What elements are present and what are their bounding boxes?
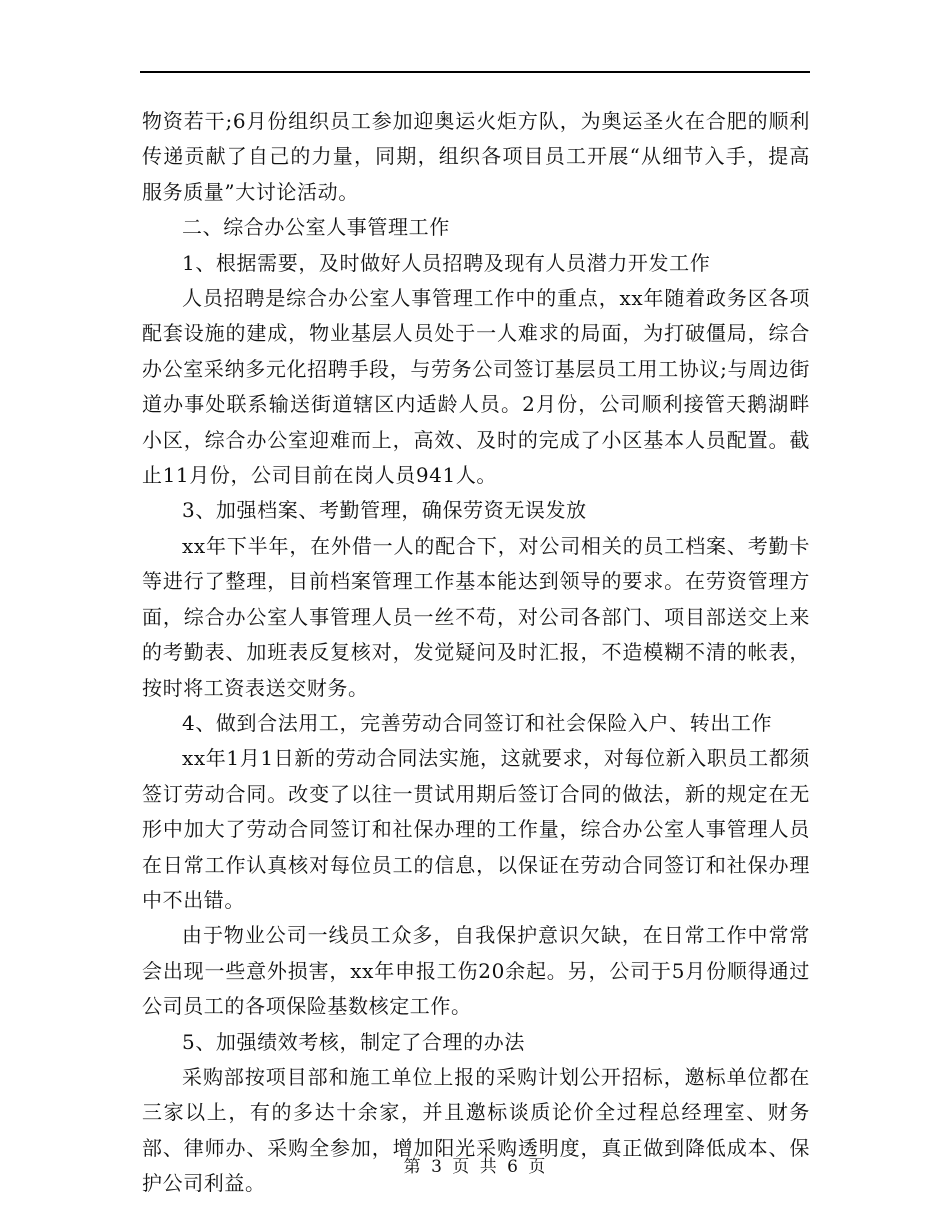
body-paragraph: xx年1月1日新的劳动合同法实施，这就要求，对每位新入职员工都须签订劳动合同。改变了以往一贯试用期后签订合同的做法，新的规定在无形中加大了劳动合同签订和社保办理的工作量，综合办公室人事管理人员在日常工作认真核对每位员工的信息，以保证在劳动合同签订和社保办理中不出错。 [142, 746, 810, 912]
body-paragraph: 物资若干;6月份组织员工参加迎奥运火炬方队，为奥运圣火在合肥的顺利传递贡献了自己的力量，同期，组织各项目员工开展“从细节入手，提高服务质量”大讨论活动。 [142, 109, 810, 204]
section-heading: 二、综合办公室人事管理工作 [182, 215, 450, 240]
subsection-heading: 5、加强绩效考核，制定了合理的办法 [182, 1029, 525, 1054]
document-body [142, 104, 810, 1202]
subsection-heading: 3、加强档案、考勤管理，确保劳资无误发放 [182, 498, 587, 523]
page-number-footer: 第 3 页 共 6 页 [403, 1157, 547, 1177]
body-paragraph: 采购部按项目部和施工单位上报的采购计划公开招标，邀标单位都在三家以上，有的多达十余家，并且邀标谈质论价全过程总经理室、财务部、律师办、采购全参加，增加阳光采购透明度，真正做到降低成本、保护公司利益。 [142, 1064, 810, 1196]
subsection-heading: 4、做到合法用工，完善劳动合同签订和社会保险入户、转出工作 [182, 710, 773, 735]
body-paragraph: 人员招聘是综合办公室人事管理工作中的重点，xx年随着政务区各项配套设施的建成，物业基层人员处于一人难求的局面，为打破僵局，综合办公室采纳多元化招聘手段，与劳务公司签订基层员工用工协议;与周边街道办事处联系输送街道辖区内适龄人员。2月份，公司顺利接管天鹅湖畔小区，综合办公室迎难而上，高效、及时的完成了小区基本人员配置。截止11月份，公司目前在岗人员941人。 [142, 286, 810, 488]
header-rule [140, 71, 810, 73]
subsection-heading: 1、根据需要，及时做好人员招聘及现有人员潜力开发工作 [182, 250, 711, 275]
body-paragraph: xx年下半年，在外借一人的配合下，对公司相关的员工档案、考勤卡等进行了整理，目前档案管理工作基本能达到领导的要求。在劳资管理方面，综合办公室人事管理人员一丝不苟，对公司各部门、项目部送交上来的考勤表、加班表反复核对，发觉疑问及时汇报，不造模糊不清的帐表，按时将工资表送交财务。 [142, 533, 810, 700]
body-paragraph: 由于物业公司一线员工众多，自我保护意识欠缺，在日常工作中常常会出现一些意外损害，xx年申报工伤20余起。另，公司于5月份顺得通过公司员工的各项保险基数核定工作。 [142, 923, 810, 1019]
